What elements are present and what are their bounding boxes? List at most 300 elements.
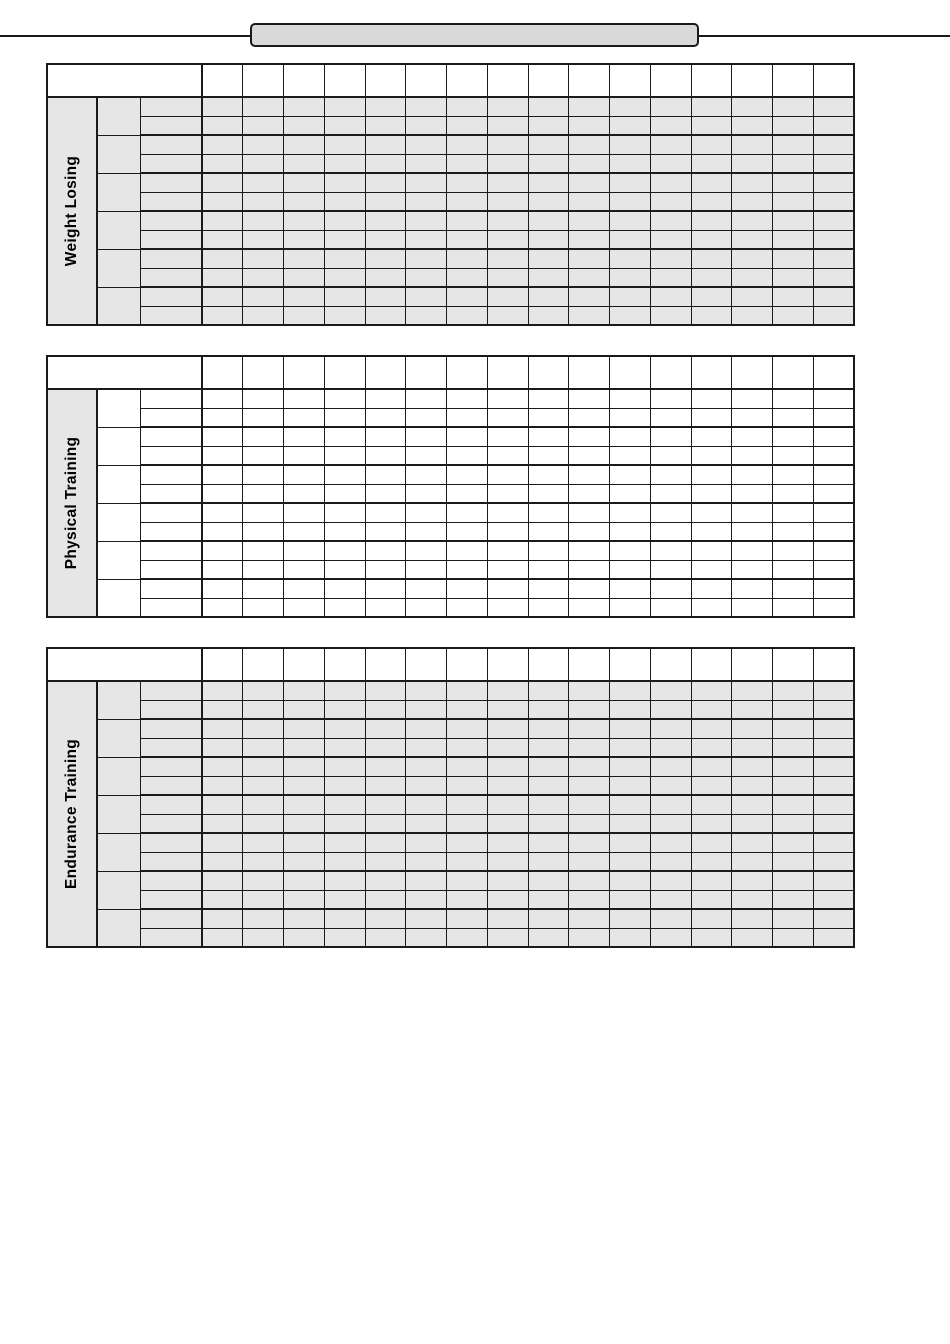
entry-cell[interactable] (691, 719, 732, 738)
day-header-cell[interactable] (447, 356, 488, 389)
entry-cell[interactable] (610, 541, 651, 560)
entry-cell[interactable] (447, 890, 488, 909)
day-header-cell[interactable] (406, 64, 447, 97)
entry-cell[interactable] (406, 446, 447, 465)
entry-cell[interactable] (650, 719, 691, 738)
entry-cell[interactable] (773, 389, 814, 408)
entry-cell[interactable] (732, 97, 773, 116)
entry-cell[interactable] (487, 427, 528, 446)
entry-cell[interactable] (569, 408, 610, 427)
entry-cell[interactable] (650, 598, 691, 617)
entry-cell[interactable] (650, 890, 691, 909)
entry-cell[interactable] (650, 173, 691, 192)
row-label-cell[interactable] (140, 173, 202, 192)
entry-cell[interactable] (487, 795, 528, 814)
entry-cell[interactable] (406, 306, 447, 325)
entry-cell[interactable] (447, 579, 488, 598)
entry-cell[interactable] (447, 833, 488, 852)
entry-cell[interactable] (284, 598, 325, 617)
entry-cell[interactable] (569, 465, 610, 484)
entry-cell[interactable] (691, 681, 732, 700)
row-label-cell[interactable] (140, 681, 202, 700)
entry-cell[interactable] (447, 249, 488, 268)
entry-cell[interactable] (732, 446, 773, 465)
entry-cell[interactable] (284, 306, 325, 325)
entry-cell[interactable] (202, 465, 243, 484)
entry-cell[interactable] (365, 97, 406, 116)
entry-cell[interactable] (773, 484, 814, 503)
entry-cell[interactable] (773, 522, 814, 541)
entry-cell[interactable] (324, 408, 365, 427)
entry-cell[interactable] (487, 928, 528, 947)
entry-cell[interactable] (284, 522, 325, 541)
entry-cell[interactable] (365, 909, 406, 928)
entry-cell[interactable] (528, 116, 569, 135)
entry-cell[interactable] (528, 598, 569, 617)
entry-cell[interactable] (813, 408, 854, 427)
entry-cell[interactable] (610, 249, 651, 268)
entry-cell[interactable] (202, 427, 243, 446)
group-cell[interactable] (97, 503, 140, 541)
entry-cell[interactable] (406, 97, 447, 116)
entry-cell[interactable] (202, 852, 243, 871)
entry-cell[interactable] (487, 719, 528, 738)
row-label-cell[interactable] (140, 871, 202, 890)
entry-cell[interactable] (243, 833, 284, 852)
entry-cell[interactable] (528, 306, 569, 325)
entry-cell[interactable] (650, 776, 691, 795)
entry-cell[interactable] (284, 757, 325, 776)
header-corner-cell[interactable] (47, 64, 202, 97)
day-header-cell[interactable] (487, 648, 528, 681)
entry-cell[interactable] (447, 230, 488, 249)
entry-cell[interactable] (243, 97, 284, 116)
entry-cell[interactable] (365, 560, 406, 579)
entry-cell[interactable] (447, 116, 488, 135)
day-header-cell[interactable] (650, 64, 691, 97)
day-header-cell[interactable] (447, 648, 488, 681)
entry-cell[interactable] (406, 408, 447, 427)
entry-cell[interactable] (610, 738, 651, 757)
entry-cell[interactable] (202, 389, 243, 408)
entry-cell[interactable] (202, 192, 243, 211)
entry-cell[interactable] (528, 484, 569, 503)
entry-cell[interactable] (406, 484, 447, 503)
entry-cell[interactable] (284, 795, 325, 814)
entry-cell[interactable] (406, 757, 447, 776)
entry-cell[interactable] (650, 211, 691, 230)
entry-cell[interactable] (243, 192, 284, 211)
entry-cell[interactable] (365, 192, 406, 211)
entry-cell[interactable] (813, 211, 854, 230)
entry-cell[interactable] (243, 503, 284, 522)
entry-cell[interactable] (691, 928, 732, 947)
row-label-cell[interactable] (140, 795, 202, 814)
entry-cell[interactable] (813, 776, 854, 795)
entry-cell[interactable] (691, 757, 732, 776)
entry-cell[interactable] (773, 135, 814, 154)
entry-cell[interactable] (284, 700, 325, 719)
entry-cell[interactable] (650, 408, 691, 427)
entry-cell[interactable] (773, 814, 814, 833)
entry-cell[interactable] (324, 776, 365, 795)
entry-cell[interactable] (324, 833, 365, 852)
row-label-cell[interactable] (140, 408, 202, 427)
entry-cell[interactable] (487, 192, 528, 211)
day-header-cell[interactable] (406, 648, 447, 681)
entry-cell[interactable] (447, 776, 488, 795)
entry-cell[interactable] (691, 503, 732, 522)
entry-cell[interactable] (447, 192, 488, 211)
entry-cell[interactable] (202, 503, 243, 522)
day-header-cell[interactable] (406, 356, 447, 389)
entry-cell[interactable] (243, 757, 284, 776)
day-header-cell[interactable] (569, 356, 610, 389)
entry-cell[interactable] (569, 192, 610, 211)
entry-cell[interactable] (813, 173, 854, 192)
entry-cell[interactable] (447, 909, 488, 928)
entry-cell[interactable] (406, 890, 447, 909)
entry-cell[interactable] (569, 833, 610, 852)
entry-cell[interactable] (610, 871, 651, 890)
entry-cell[interactable] (243, 408, 284, 427)
day-header-cell[interactable] (610, 64, 651, 97)
entry-cell[interactable] (528, 97, 569, 116)
entry-cell[interactable] (773, 909, 814, 928)
entry-cell[interactable] (487, 909, 528, 928)
entry-cell[interactable] (284, 909, 325, 928)
entry-cell[interactable] (447, 211, 488, 230)
entry-cell[interactable] (243, 522, 284, 541)
entry-cell[interactable] (324, 890, 365, 909)
entry-cell[interactable] (243, 719, 284, 738)
entry-cell[interactable] (732, 681, 773, 700)
entry-cell[interactable] (813, 97, 854, 116)
entry-cell[interactable] (365, 427, 406, 446)
row-label-cell[interactable] (140, 465, 202, 484)
entry-cell[interactable] (324, 719, 365, 738)
entry-cell[interactable] (202, 306, 243, 325)
group-cell[interactable] (97, 871, 140, 909)
entry-cell[interactable] (487, 503, 528, 522)
entry-cell[interactable] (691, 192, 732, 211)
entry-cell[interactable] (569, 249, 610, 268)
day-header-cell[interactable] (691, 648, 732, 681)
entry-cell[interactable] (365, 268, 406, 287)
entry-cell[interactable] (202, 116, 243, 135)
entry-cell[interactable] (691, 287, 732, 306)
entry-cell[interactable] (406, 135, 447, 154)
entry-cell[interactable] (691, 598, 732, 617)
entry-cell[interactable] (773, 928, 814, 947)
entry-cell[interactable] (365, 484, 406, 503)
day-header-cell[interactable] (813, 356, 854, 389)
entry-cell[interactable] (487, 408, 528, 427)
entry-cell[interactable] (365, 757, 406, 776)
entry-cell[interactable] (650, 871, 691, 890)
entry-cell[interactable] (813, 503, 854, 522)
entry-cell[interactable] (610, 928, 651, 947)
group-cell[interactable] (97, 287, 140, 325)
entry-cell[interactable] (202, 598, 243, 617)
entry-cell[interactable] (732, 484, 773, 503)
entry-cell[interactable] (528, 173, 569, 192)
entry-cell[interactable] (324, 135, 365, 154)
entry-cell[interactable] (447, 306, 488, 325)
entry-cell[interactable] (650, 814, 691, 833)
entry-cell[interactable] (324, 852, 365, 871)
entry-cell[interactable] (202, 579, 243, 598)
entry-cell[interactable] (813, 268, 854, 287)
entry-cell[interactable] (528, 154, 569, 173)
entry-cell[interactable] (610, 230, 651, 249)
entry-cell[interactable] (610, 890, 651, 909)
row-label-cell[interactable] (140, 249, 202, 268)
group-cell[interactable] (97, 135, 140, 173)
entry-cell[interactable] (284, 484, 325, 503)
entry-cell[interactable] (243, 560, 284, 579)
entry-cell[interactable] (691, 579, 732, 598)
entry-cell[interactable] (487, 116, 528, 135)
entry-cell[interactable] (324, 306, 365, 325)
row-label-cell[interactable] (140, 268, 202, 287)
entry-cell[interactable] (528, 446, 569, 465)
entry-cell[interactable] (284, 833, 325, 852)
row-label-cell[interactable] (140, 192, 202, 211)
entry-cell[interactable] (691, 268, 732, 287)
entry-cell[interactable] (447, 287, 488, 306)
entry-cell[interactable] (732, 776, 773, 795)
entry-cell[interactable] (324, 738, 365, 757)
entry-cell[interactable] (528, 719, 569, 738)
entry-cell[interactable] (813, 928, 854, 947)
day-header-cell[interactable] (528, 64, 569, 97)
day-header-cell[interactable] (691, 64, 732, 97)
entry-cell[interactable] (284, 408, 325, 427)
entry-cell[interactable] (610, 852, 651, 871)
entry-cell[interactable] (202, 681, 243, 700)
entry-cell[interactable] (324, 154, 365, 173)
entry-cell[interactable] (447, 928, 488, 947)
entry-cell[interactable] (773, 249, 814, 268)
day-header-cell[interactable] (487, 64, 528, 97)
row-label-cell[interactable] (140, 306, 202, 325)
day-header-cell[interactable] (528, 356, 569, 389)
entry-cell[interactable] (773, 560, 814, 579)
entry-cell[interactable] (773, 268, 814, 287)
entry-cell[interactable] (487, 757, 528, 776)
entry-cell[interactable] (202, 776, 243, 795)
day-header-cell[interactable] (243, 64, 284, 97)
entry-cell[interactable] (447, 97, 488, 116)
entry-cell[interactable] (569, 928, 610, 947)
entry-cell[interactable] (487, 738, 528, 757)
entry-cell[interactable] (610, 503, 651, 522)
entry-cell[interactable] (447, 173, 488, 192)
entry-cell[interactable] (569, 560, 610, 579)
entry-cell[interactable] (365, 465, 406, 484)
group-cell[interactable] (97, 465, 140, 503)
entry-cell[interactable] (610, 97, 651, 116)
entry-cell[interactable] (610, 408, 651, 427)
entry-cell[interactable] (569, 909, 610, 928)
entry-cell[interactable] (813, 230, 854, 249)
group-cell[interactable] (97, 681, 140, 719)
entry-cell[interactable] (406, 738, 447, 757)
entry-cell[interactable] (243, 154, 284, 173)
entry-cell[interactable] (487, 135, 528, 154)
entry-cell[interactable] (773, 757, 814, 776)
entry-cell[interactable] (528, 700, 569, 719)
entry-cell[interactable] (324, 560, 365, 579)
entry-cell[interactable] (691, 389, 732, 408)
entry-cell[interactable] (406, 427, 447, 446)
entry-cell[interactable] (202, 814, 243, 833)
entry-cell[interactable] (732, 154, 773, 173)
entry-cell[interactable] (324, 541, 365, 560)
entry-cell[interactable] (528, 408, 569, 427)
entry-cell[interactable] (569, 503, 610, 522)
entry-cell[interactable] (569, 116, 610, 135)
entry-cell[interactable] (691, 173, 732, 192)
entry-cell[interactable] (406, 795, 447, 814)
entry-cell[interactable] (202, 230, 243, 249)
entry-cell[interactable] (365, 116, 406, 135)
entry-cell[interactable] (691, 909, 732, 928)
entry-cell[interactable] (610, 287, 651, 306)
entry-cell[interactable] (487, 154, 528, 173)
entry-cell[interactable] (365, 541, 406, 560)
entry-cell[interactable] (569, 719, 610, 738)
entry-cell[interactable] (569, 579, 610, 598)
entry-cell[interactable] (447, 408, 488, 427)
day-header-cell[interactable] (773, 648, 814, 681)
row-label-cell[interactable] (140, 97, 202, 116)
entry-cell[interactable] (528, 560, 569, 579)
entry-cell[interactable] (406, 833, 447, 852)
day-header-cell[interactable] (569, 648, 610, 681)
entry-cell[interactable] (569, 427, 610, 446)
entry-cell[interactable] (528, 795, 569, 814)
day-header-cell[interactable] (202, 356, 243, 389)
entry-cell[interactable] (324, 230, 365, 249)
entry-cell[interactable] (773, 681, 814, 700)
entry-cell[interactable] (365, 389, 406, 408)
entry-cell[interactable] (284, 928, 325, 947)
entry-cell[interactable] (813, 192, 854, 211)
entry-cell[interactable] (447, 427, 488, 446)
entry-cell[interactable] (243, 230, 284, 249)
entry-cell[interactable] (202, 700, 243, 719)
entry-cell[interactable] (365, 173, 406, 192)
entry-cell[interactable] (773, 116, 814, 135)
entry-cell[interactable] (284, 446, 325, 465)
entry-cell[interactable] (650, 389, 691, 408)
entry-cell[interactable] (365, 408, 406, 427)
group-cell[interactable] (97, 833, 140, 871)
entry-cell[interactable] (447, 757, 488, 776)
entry-cell[interactable] (773, 871, 814, 890)
entry-cell[interactable] (528, 738, 569, 757)
row-label-cell[interactable] (140, 230, 202, 249)
group-cell[interactable] (97, 795, 140, 833)
entry-cell[interactable] (365, 135, 406, 154)
entry-cell[interactable] (406, 719, 447, 738)
entry-cell[interactable] (202, 909, 243, 928)
entry-cell[interactable] (650, 928, 691, 947)
entry-cell[interactable] (406, 389, 447, 408)
entry-cell[interactable] (528, 503, 569, 522)
day-header-cell[interactable] (243, 356, 284, 389)
entry-cell[interactable] (732, 116, 773, 135)
entry-cell[interactable] (406, 503, 447, 522)
entry-cell[interactable] (202, 249, 243, 268)
day-header-cell[interactable] (284, 648, 325, 681)
group-cell[interactable] (97, 541, 140, 579)
group-cell[interactable] (97, 757, 140, 795)
entry-cell[interactable] (650, 446, 691, 465)
entry-cell[interactable] (243, 427, 284, 446)
entry-cell[interactable] (569, 852, 610, 871)
entry-cell[interactable] (732, 579, 773, 598)
entry-cell[interactable] (773, 579, 814, 598)
entry-cell[interactable] (243, 287, 284, 306)
row-label-cell[interactable] (140, 909, 202, 928)
day-header-cell[interactable] (365, 356, 406, 389)
entry-cell[interactable] (487, 446, 528, 465)
group-cell[interactable] (97, 249, 140, 287)
entry-cell[interactable] (650, 306, 691, 325)
day-header-cell[interactable] (691, 356, 732, 389)
entry-cell[interactable] (691, 541, 732, 560)
entry-cell[interactable] (487, 890, 528, 909)
entry-cell[interactable] (610, 833, 651, 852)
entry-cell[interactable] (732, 268, 773, 287)
entry-cell[interactable] (732, 230, 773, 249)
entry-cell[interactable] (528, 249, 569, 268)
row-label-cell[interactable] (140, 700, 202, 719)
entry-cell[interactable] (284, 579, 325, 598)
day-header-cell[interactable] (284, 64, 325, 97)
entry-cell[interactable] (528, 211, 569, 230)
entry-cell[interactable] (610, 268, 651, 287)
entry-cell[interactable] (487, 389, 528, 408)
entry-cell[interactable] (773, 776, 814, 795)
entry-cell[interactable] (691, 306, 732, 325)
header-corner-cell[interactable] (47, 356, 202, 389)
entry-cell[interactable] (202, 446, 243, 465)
entry-cell[interactable] (365, 287, 406, 306)
entry-cell[interactable] (569, 211, 610, 230)
entry-cell[interactable] (528, 681, 569, 700)
entry-cell[interactable] (813, 681, 854, 700)
day-header-cell[interactable] (650, 648, 691, 681)
entry-cell[interactable] (487, 287, 528, 306)
row-label-cell[interactable] (140, 579, 202, 598)
entry-cell[interactable] (243, 446, 284, 465)
entry-cell[interactable] (528, 579, 569, 598)
entry-cell[interactable] (406, 814, 447, 833)
entry-cell[interactable] (773, 700, 814, 719)
entry-cell[interactable] (324, 871, 365, 890)
entry-cell[interactable] (487, 97, 528, 116)
entry-cell[interactable] (284, 249, 325, 268)
entry-cell[interactable] (813, 135, 854, 154)
row-label-cell[interactable] (140, 852, 202, 871)
entry-cell[interactable] (691, 154, 732, 173)
entry-cell[interactable] (406, 211, 447, 230)
row-label-cell[interactable] (140, 135, 202, 154)
